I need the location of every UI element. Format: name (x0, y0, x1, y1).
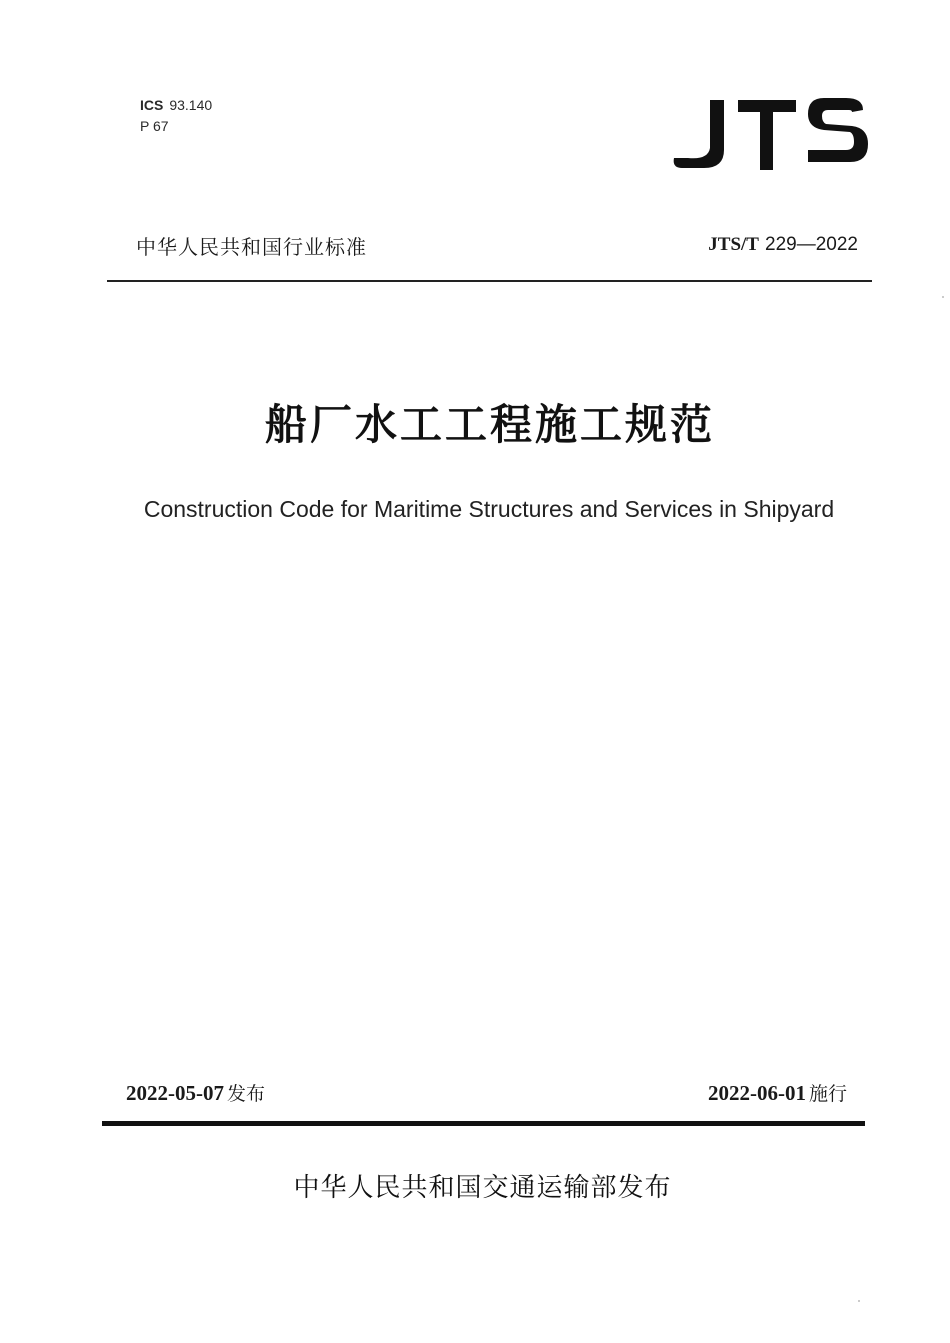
top-divider (107, 280, 872, 282)
effective-date (708, 1079, 847, 1106)
ics-label: ICS (140, 97, 164, 113)
title-english: Construction Code for Maritime Structures and Services in Shipyard (143, 496, 835, 522)
scan-speck (942, 296, 944, 298)
effective-date-value: 2022-06-01 (707, 1081, 806, 1105)
jts-logo (668, 88, 878, 178)
standard-number-prefix: JTS/T (708, 234, 759, 255)
ics-value: 93.140 (169, 97, 213, 113)
ics-code (140, 97, 212, 113)
scan-speck (858, 1300, 860, 1302)
standard-category: 中华人民共和国行业标准 (136, 235, 367, 259)
ccs-code: P 67 (140, 118, 169, 134)
issue-date (126, 1079, 265, 1106)
standard-number (708, 233, 858, 256)
bottom-divider (102, 1121, 865, 1126)
title-chinese: 船厂水工工程施工规范 (264, 400, 715, 449)
issue-date-value: 2022-05-07 (126, 1081, 224, 1105)
publisher: 中华人民共和国交通运输部发布 (293, 1173, 672, 1203)
standard-number-value: 229—2022 (765, 234, 858, 255)
issue-date-label: 发布 (227, 1083, 266, 1105)
effective-date-label: 施行 (808, 1083, 847, 1105)
